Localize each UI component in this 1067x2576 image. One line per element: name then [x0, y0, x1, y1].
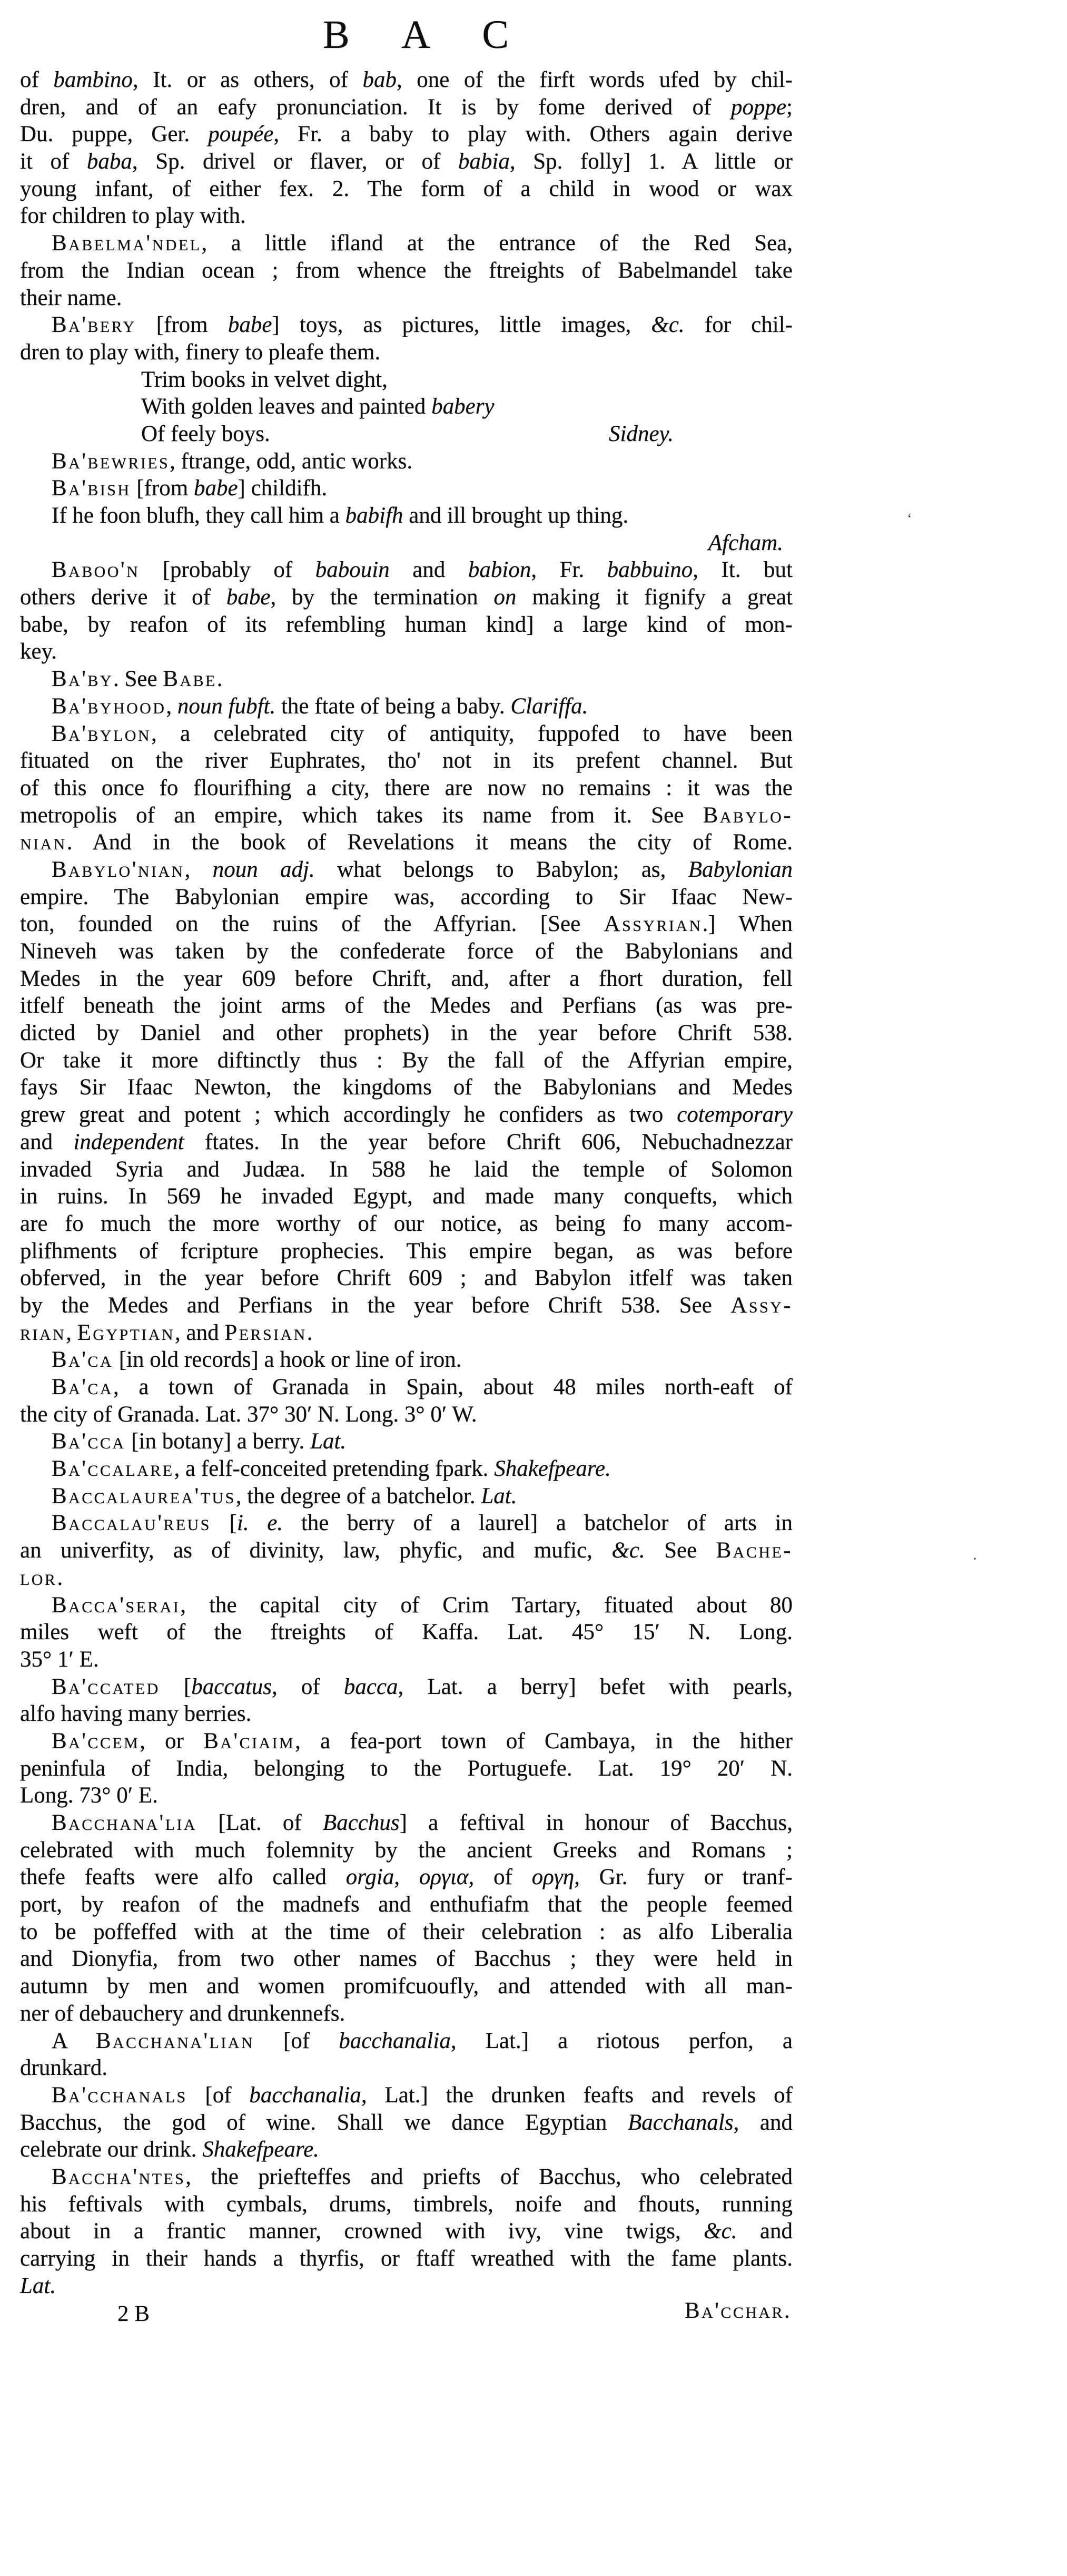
italic-text: &c. [611, 1538, 645, 1563]
body-text: , Fr. a baby to play with. Others again derive [273, 122, 793, 147]
body-text: , [166, 693, 177, 719]
body-text: drunkard. [20, 2055, 107, 2081]
body-text: . And in the book of Revelations it means the city of Rome. [66, 830, 793, 855]
body-text: ] toys, as pictures, little images, [272, 312, 651, 338]
italic-text: Lat. [481, 1483, 517, 1509]
body-text: See [645, 1538, 716, 1563]
body-text: and [737, 2219, 793, 2244]
body-text: , a fea-port town of Cambaya, in the hither [295, 1728, 793, 1754]
headword-smallcaps: Ba'by [52, 667, 113, 692]
text-line [20, 1864, 793, 1891]
italic-text: poupée [208, 122, 274, 147]
italic-text: poppe [730, 94, 787, 120]
text-line [20, 1564, 793, 1592]
body-text: invaded Syria and Judæa. In 588 he laid the temple of Solomon [20, 1157, 793, 1182]
headword-smallcaps: Ba'cca [52, 1429, 126, 1454]
text-line [20, 1156, 793, 1183]
body-text: . [57, 1565, 63, 1590]
page-text-column [20, 66, 793, 2299]
ink-speck: ʻ [907, 510, 912, 527]
headword-smallcaps: Ba'ca [52, 1347, 113, 1373]
headword-smallcaps: Assy- [730, 1292, 793, 1318]
body-text: , the degree of a batchelor. [235, 1483, 481, 1509]
italic-text: babe [228, 312, 272, 338]
body-text: Gr. fury or tranf- [579, 1865, 793, 1890]
body-text: , Lat.] a riotous perfon, a [450, 2028, 793, 2053]
body-text: obferved, in the year before Chrift 609 ; and Babylon itfelf was taken [20, 1266, 793, 1291]
text-line [20, 910, 793, 938]
body-text: , ftrange, odd, antic works. [170, 448, 413, 474]
body-text: , It. but [693, 557, 793, 583]
body-text: empire. The Babylonian empire was, according to Sir Ifaac New- [20, 884, 793, 909]
body-text: Or take it more diftinctly thus : By the fall of the Affyrian empire, [20, 1047, 793, 1073]
body-text: for chil- [684, 312, 793, 338]
italic-text: babe [226, 585, 271, 610]
body-text: Bacchus, the god of wine. Shall we dance Egyptian [20, 2110, 628, 2135]
text-line [20, 175, 793, 203]
body-text: , Lat. a berry] befet with pearls, [398, 1674, 793, 1699]
text-line [20, 502, 793, 530]
body-text: . [216, 667, 223, 692]
italic-text: &c. [704, 2219, 737, 2244]
body-text: , or [140, 1728, 204, 1754]
text-line [20, 2218, 793, 2245]
body-text: to be poffeffed with at the time of their celebration : as alfo Liberalia [20, 1919, 793, 1944]
body-text: Du. puppe, Ger. [20, 122, 209, 147]
text-line [20, 1210, 793, 1238]
body-text: dren to play with, finery to pleafe them. [20, 339, 381, 365]
text-line [20, 775, 793, 802]
headword-smallcaps: Ba'bery [52, 312, 136, 338]
body-text: , one of the firft words ufed by chil- [396, 67, 793, 92]
headword-smallcaps: Bacchana'lian [95, 2028, 254, 2053]
body-text: [in botany] a berry. [125, 1429, 311, 1454]
text-line [20, 2028, 793, 2055]
body-text: 35° 1′ E. [20, 1647, 99, 1672]
body-text: of [474, 1865, 532, 1890]
italic-text: baccatus [191, 1674, 272, 1699]
body-text: autumn by men and women promifcuoufly, and attended with all man- [20, 1974, 793, 1999]
text-line [20, 257, 793, 285]
text-line [20, 1346, 793, 1374]
italic-text: babbuino [607, 557, 693, 583]
body-text: by the Medes and Perfians in the year before Chrift 538. See [20, 1292, 731, 1318]
italic-text: Clariffa. [510, 693, 588, 719]
body-text: the ftate of being a baby. [275, 693, 511, 719]
headword-smallcaps: Ba'ccem [52, 1728, 140, 1754]
body-text: Medes in the year 609 before Chrift, and, after a fhort duration, fell [20, 966, 793, 991]
body-text: , of [272, 1674, 344, 1699]
headword-smallcaps: Bacca'serai [52, 1592, 181, 1618]
body-text: [probably of [140, 557, 315, 583]
italic-text: cotemporary [677, 1102, 793, 1128]
headword-smallcaps: Ba'ca [52, 1375, 113, 1399]
italic-text: independent [73, 1129, 184, 1154]
text-line [20, 747, 793, 775]
body-text: , a town of Granada in Spain, about 48 miles north-eaft of [113, 1375, 793, 1399]
body-text: If he foon blufh, they call him a [52, 503, 345, 528]
body-text: peninfula of India, belonging to the Portuguefe. Lat. 19° 20′ N. [20, 1756, 793, 1781]
text-line [20, 1183, 793, 1210]
headword-smallcaps: Baccalaurea'tus [52, 1483, 236, 1509]
text-line [20, 1020, 793, 1047]
text-line [20, 339, 793, 366]
italic-text: Bacchus [322, 1810, 400, 1835]
body-text: [ [211, 1511, 237, 1536]
body-text: are fo much the more worthy of our notice, as being fo many accom- [20, 1211, 793, 1236]
text-line [20, 2163, 793, 2191]
headword-smallcaps: Baccha'ntes [52, 2164, 186, 2189]
headword-smallcaps: Babylo- [703, 802, 793, 828]
body-text: [of [254, 2028, 339, 2053]
text-line [20, 2273, 793, 2300]
body-text: , a felf-conceited pretending fpark. [174, 1456, 495, 1482]
text-line [20, 2191, 793, 2218]
text-line [20, 66, 793, 94]
text-line [20, 720, 793, 748]
italic-text: Bacchanals [627, 2110, 734, 2135]
body-text: , [66, 1320, 77, 1345]
body-text: the city of Granada. Lat. 37° 30′ N. Long. 3° 0′ W. [20, 1402, 477, 1427]
headword-smallcaps: Ba'ciaim [203, 1728, 295, 1754]
body-text: ner of debauchery and drunkennefs. [20, 2001, 345, 2026]
text-line [20, 1700, 793, 1728]
body-text: , by the termination [270, 585, 494, 610]
body-text: ftates. In the year before Chrift 606, Nebuchadnezzar [184, 1129, 793, 1154]
body-text: , [184, 857, 213, 882]
text-line [20, 1782, 793, 1809]
body-text: carrying in their hands a thyrfis, or ftaff wreathed with the fame plants. [20, 2246, 793, 2271]
body-text: ; [786, 94, 793, 120]
body-text: key. [20, 639, 57, 664]
body-text: Long. 73° 0′ E. [20, 1783, 158, 1808]
body-text: With golden leaves and painted [141, 394, 432, 419]
text-line [20, 1728, 793, 1755]
body-text: Trim books in velvet dight, [141, 367, 388, 392]
text-line [20, 1428, 793, 1455]
italic-text: bacchanalia [249, 2082, 361, 2108]
text-line [20, 2245, 793, 2273]
headword-smallcaps: Bache- [716, 1538, 793, 1563]
headword-smallcaps: Baboo'n [52, 557, 140, 583]
text-line [20, 965, 793, 993]
text-line [20, 420, 793, 448]
text-line [20, 2000, 793, 2028]
italic-text: babifh [345, 503, 403, 528]
text-line [20, 556, 793, 584]
italic-text: i. e. [236, 1511, 283, 1536]
text-line [20, 992, 793, 1020]
italic-text: baba [86, 149, 132, 174]
catchword: Ba'cchar. [685, 2298, 792, 2323]
text-line [20, 311, 793, 339]
text-line [20, 230, 793, 257]
text-line [20, 1755, 793, 1782]
body-text: of [20, 67, 54, 92]
body-text: fituated on the river Euphrates, tho' not in its prefent channel. But [20, 748, 793, 773]
body-text: and Dionyfia, from two other names of Bacchus ; they were held in [20, 1946, 793, 1972]
text-line [20, 1592, 793, 1619]
text-line [20, 1673, 793, 1701]
text-line [20, 1891, 793, 1918]
body-text: it of [20, 149, 87, 174]
text-line [20, 1809, 793, 1837]
text-line [20, 1483, 793, 1510]
body-text: plifhments of fcripture prophecies. This empire began, as was before [20, 1238, 793, 1263]
headword-smallcaps: rian [20, 1320, 66, 1345]
text-line [20, 1074, 793, 1101]
headword-smallcaps: Babe [163, 667, 217, 692]
headword-smallcaps: Ba'bylon [52, 721, 151, 746]
body-text: [from [131, 476, 194, 501]
body-text: making it fignify a great [516, 585, 793, 610]
italic-text: babia [458, 149, 510, 174]
text-line [20, 1537, 793, 1564]
headword-smallcaps: Ba'byhood [52, 693, 166, 719]
body-text: others derive it of [20, 585, 226, 610]
text-line [20, 1265, 793, 1292]
body-text: [Lat. of [197, 1810, 323, 1835]
italic-text: orgia, οργια, [345, 1865, 475, 1890]
text-line [20, 121, 793, 148]
text-line [20, 285, 793, 312]
italic-text: bab [362, 67, 397, 92]
text-line [20, 366, 793, 394]
body-text: Nineveh was taken by the confederate force of the Babylonians and [20, 939, 793, 964]
body-text: grew great and potent ; which accordingly he confiders as two [20, 1102, 677, 1128]
body-text: the berry of a laurel] a batchelor of arts in [283, 1511, 793, 1536]
text-line [20, 1945, 793, 1973]
headword-smallcaps: Ba'bewries [52, 448, 170, 474]
text-line [20, 148, 793, 175]
italic-text: bambino [53, 67, 133, 92]
body-text: his feftivals with cymbals, drums, timbrels, noife and fhouts, running [20, 2191, 793, 2217]
body-text: young infant, of either fex. 2. The form of a child in wood or wax [20, 176, 793, 201]
text-line [20, 1319, 793, 1347]
text-line [20, 1646, 793, 1673]
text-line [20, 884, 793, 911]
text-line [20, 393, 793, 420]
italic-text: Shakefpeare. [494, 1456, 611, 1482]
italic-text: babouin [315, 557, 390, 583]
body-text: , the priefteffes and priefts of Bacchus, who celebrated [185, 2164, 793, 2189]
text-line [20, 1619, 793, 1646]
headword-smallcaps: lor [20, 1565, 57, 1590]
headword-smallcaps: Babelma'ndel [52, 231, 202, 256]
text-line [20, 1973, 793, 2000]
headword-smallcaps: Ba'cchanals [52, 2082, 187, 2108]
italic-text: Lat. [20, 2273, 56, 2298]
body-text: , Fr. [531, 557, 607, 583]
text-line [20, 693, 793, 720]
body-text: [from [136, 312, 228, 338]
italic-text: babion [468, 557, 531, 583]
text-line [20, 1837, 793, 1864]
headword-smallcaps: Bacchana'lia [52, 1810, 197, 1835]
ink-speck: · [972, 1550, 977, 1568]
body-text: [ [160, 1674, 192, 1699]
quote-attribution [609, 420, 674, 448]
headword-smallcaps: Baccalau'reus [52, 1511, 211, 1536]
text-line [20, 1401, 793, 1428]
body-text: about in a frantic manner, crowned with ivy, vine twigs, [20, 2219, 704, 2244]
headword-smallcaps: Ba'ccated [52, 1674, 160, 1699]
text-line [20, 584, 793, 611]
body-text: and [389, 557, 468, 583]
text-line [20, 530, 793, 557]
text-line [20, 611, 793, 639]
text-line [20, 1510, 793, 1537]
italic-text: babery [431, 394, 495, 419]
text-line [20, 2109, 793, 2137]
body-text: ton, founded on the ruins of the Affyrian. [See [20, 912, 604, 937]
body-text: A [52, 2028, 96, 2053]
body-text: metropolis of an empire, which takes its name from it. See [20, 802, 703, 828]
text-line [20, 1455, 793, 1483]
headword-smallcaps: Assyrian [604, 912, 703, 937]
body-text: alfo having many berries. [20, 1701, 252, 1727]
body-text: itfelf beneath the joint arms of the Medes and Perfians (as was pre- [20, 993, 793, 1018]
body-text: , It. or as others, of [132, 67, 363, 92]
italic-text: noun fubft. [177, 693, 276, 719]
body-text: ] a feftival in honour of Bacchus, [399, 1810, 793, 1835]
body-text: , and [175, 1320, 225, 1345]
text-line [20, 1047, 793, 1074]
body-text: , the capital city of Crim Tartary, fituated about 80 [180, 1592, 793, 1618]
body-text: dicted by Daniel and other prophets) in the year before Chrift 538. [20, 1021, 793, 1046]
text-line [20, 94, 793, 121]
italic-text: οργη, [531, 1865, 580, 1890]
italic-text: bacchanalia [339, 2028, 451, 2053]
body-text: . See [113, 667, 163, 692]
body-text: , Sp. drivel or flaver, or of [132, 149, 458, 174]
body-text: , and [733, 2110, 793, 2135]
body-text: , a little ifland at the entrance of the Red Sea, [201, 231, 793, 256]
body-text: ] childifh. [238, 476, 328, 501]
text-line [20, 665, 793, 693]
body-text: their name. [20, 285, 122, 310]
text-line [20, 202, 793, 230]
body-text: celebrated with much folemnity by the ancient Greeks and Romans ; [20, 1837, 793, 1863]
italic-text: Lat. [310, 1429, 347, 1454]
italic-text: bacca [343, 1674, 398, 1699]
text-line [20, 1918, 793, 1946]
body-text: port, by reafon of the madnefs and enthufiafm that the people feemed [20, 1892, 793, 1917]
text-line [20, 1129, 793, 1156]
body-text: babe, by reafon of its refembling human kind] a large kind of mon- [20, 612, 793, 637]
text-line [20, 938, 793, 965]
text-line [20, 1238, 793, 1265]
body-text: , a celebrated city of antiquity, fuppofed to have been [151, 721, 793, 746]
body-text: , Lat.] the drunken feafts and revels of [361, 2082, 793, 2108]
body-text: for children to play with. [20, 203, 246, 229]
body-text: what belongs to Babylon; as, [314, 857, 688, 882]
body-text: and [20, 1129, 74, 1154]
body-text: , Sp. folly] 1. A little or [509, 149, 793, 174]
text-line [20, 1374, 793, 1401]
italic-text: babe [193, 476, 238, 501]
headword-smallcaps: Ba'ccalare [52, 1456, 174, 1482]
text-line [20, 2082, 793, 2109]
body-text: .] When [702, 912, 793, 937]
italic-text: Afcham. [708, 530, 783, 555]
text-line [20, 448, 793, 475]
italic-text: on [493, 585, 517, 610]
body-text: miles weft of the ftreights of Kaffa. Lat. 45° 15′ N. Long. [20, 1620, 793, 1645]
text-line [20, 1101, 793, 1129]
italic-text: Babylonian [688, 857, 793, 882]
headword-smallcaps: Babylo'nian [52, 857, 185, 882]
italic-text: noun adj. [212, 857, 315, 882]
text-line [20, 475, 793, 502]
body-text: celebrate our drink. [20, 2137, 203, 2162]
headword-smallcaps: Egyptian [77, 1320, 175, 1345]
text-line [20, 1292, 793, 1319]
body-text: Of feely boys. [141, 421, 270, 446]
text-line [20, 802, 793, 829]
body-text: [in old records] a hook or line of iron. [113, 1347, 462, 1373]
body-text: of this once fo flourifhing a city, there are now no remains : it was the [20, 775, 793, 800]
headword-smallcaps: Persian [224, 1320, 307, 1345]
italic-text: &c. [651, 312, 685, 338]
headword-smallcaps: nian [20, 830, 67, 855]
signature-mark: 2 B [117, 2301, 150, 2326]
text-line [20, 856, 793, 884]
body-text: and ill brought up thing. [403, 503, 629, 528]
body-text: from the Indian ocean ; from whence the ftreights of Babelmandel take [20, 258, 793, 283]
body-text: fays Sir Ifaac Newton, the kingdoms of the Babylonians and Medes [20, 1075, 793, 1100]
text-line [20, 2054, 793, 2082]
running-head: B A C [323, 13, 531, 57]
italic-text: Sidney. [609, 421, 674, 446]
body-text: dren, and of an eafy pronunciation. It is by fome derived of [20, 94, 731, 120]
headword-smallcaps: Ba'bish [52, 476, 131, 501]
italic-text: Shakefpeare. [202, 2137, 319, 2162]
body-text: in ruins. In 569 he invaded Egypt, and made many conquefts, which [20, 1184, 793, 1209]
body-text: thefe feafts were alfo called [20, 1865, 346, 1890]
text-line [20, 829, 793, 856]
body-text: an univerfity, as of divinity, law, phyfic, and mufic, [20, 1538, 612, 1563]
body-text: [of [187, 2082, 250, 2108]
text-line [20, 638, 793, 665]
body-text: . [307, 1320, 313, 1345]
text-line [20, 2136, 793, 2163]
